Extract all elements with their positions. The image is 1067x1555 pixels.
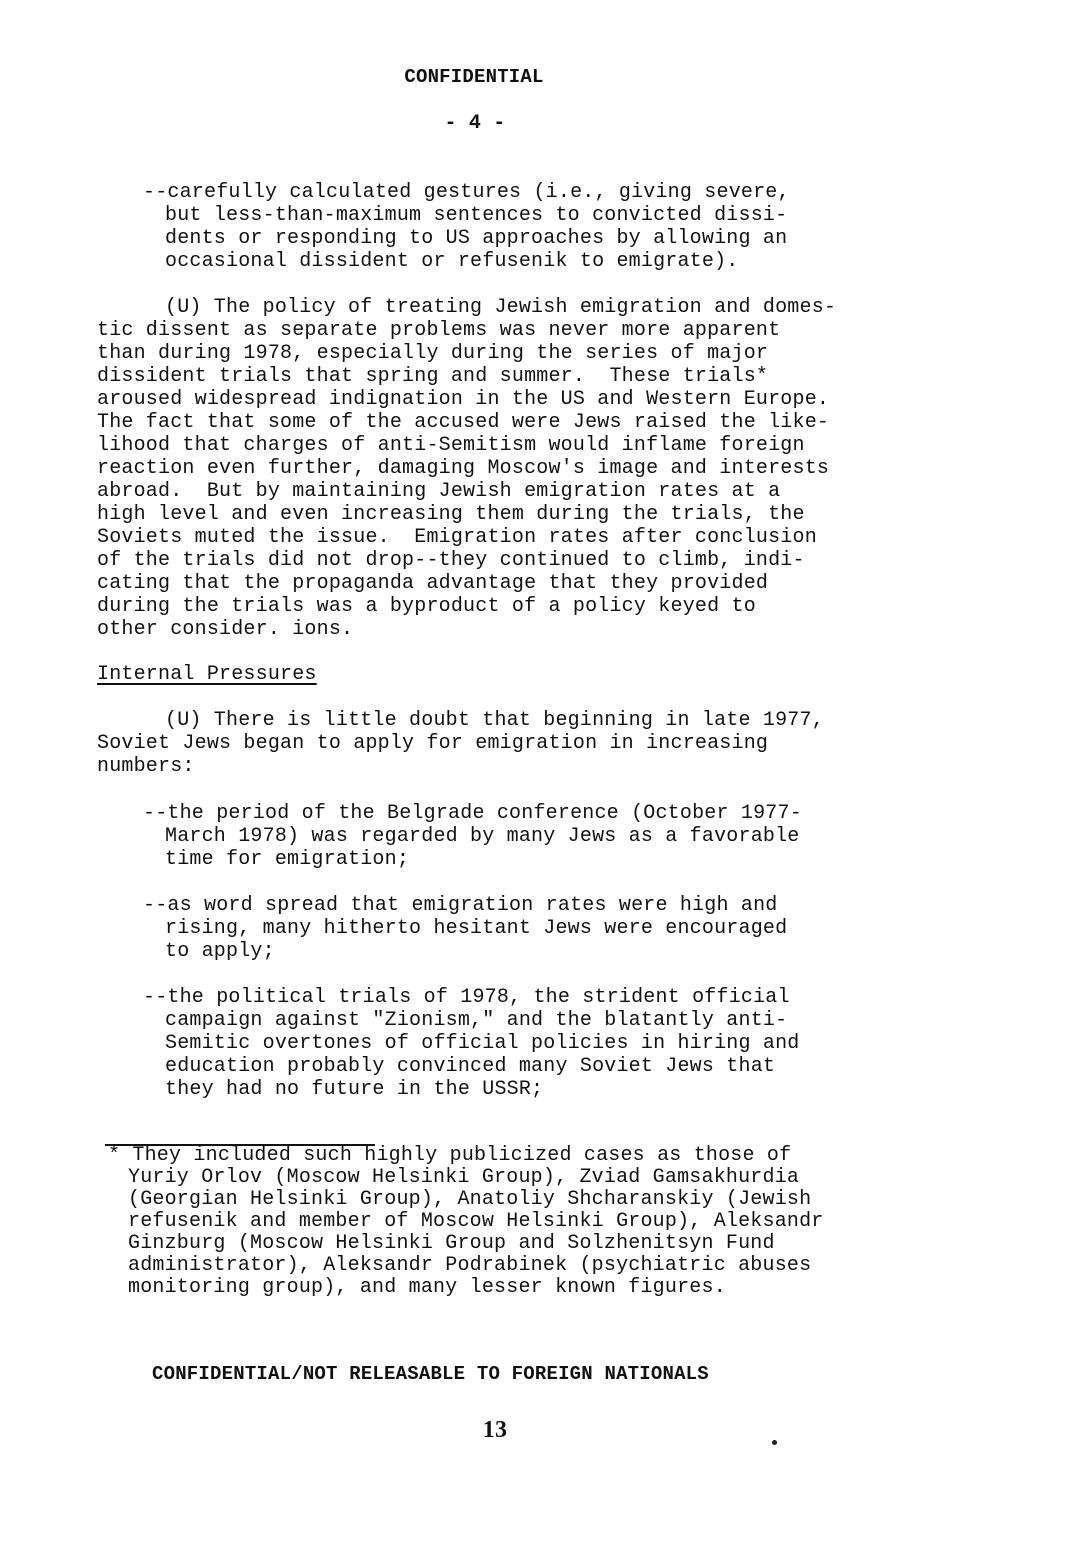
header-classification-marking: CONFIDENTIAL bbox=[404, 66, 544, 88]
footnote-line: * They included such highly publicized cases as those of bbox=[108, 1144, 792, 1167]
bullet-line: time for emigration; bbox=[165, 848, 410, 871]
intro-bullet-line: but less-than-maximum sentences to convicted dissi- bbox=[165, 204, 788, 227]
paragraph-line: abroad. But by maintaining Jewish emigration rates at a bbox=[97, 480, 781, 503]
bullet-line: --as word spread that emigration rates were high and bbox=[143, 894, 778, 917]
footnote-line: refusenik and member of Moscow Helsinki Group), Aleksandr bbox=[128, 1210, 824, 1233]
paragraph-line: (U) There is little doubt that beginning in late 1977, bbox=[165, 709, 824, 732]
bullet-line: education probably convinced many Soviet Jews that bbox=[165, 1055, 776, 1078]
footnote-line: Yuriy Orlov (Moscow Helsinki Group), Zviad Gamsakhurdia bbox=[128, 1166, 800, 1189]
paragraph-line: reaction even further, damaging Moscow's image and interests bbox=[97, 457, 830, 480]
footnote-line: monitoring group), and many lesser known figures. bbox=[128, 1276, 726, 1299]
intro-bullet-line: dents or responding to US approaches by allowing an bbox=[165, 227, 788, 250]
intro-bullet-line: occasional dissident or refusenik to emigrate). bbox=[165, 250, 739, 273]
bullet-line: to apply; bbox=[165, 940, 275, 963]
intro-bullet-line: --carefully calculated gestures (i.e., giving severe, bbox=[143, 181, 790, 204]
paragraph-line: numbers: bbox=[97, 755, 195, 778]
bullet-line: March 1978) was regarded by many Jews as a favorable bbox=[165, 825, 800, 848]
paragraph-line: aroused widespread indignation in the US and Western Europe. bbox=[97, 388, 830, 411]
paragraph-line: of the trials did not drop--they continued to climb, indi- bbox=[97, 549, 805, 572]
paragraph-line: The fact that some of the accused were Jews raised the like- bbox=[97, 411, 830, 434]
bullet-line: --the political trials of 1978, the strident official bbox=[143, 986, 790, 1009]
bullet-line: they had no future in the USSR; bbox=[165, 1078, 544, 1101]
paragraph-line: high level and even increasing them during the trials, the bbox=[97, 503, 805, 526]
page-number: 13 bbox=[482, 1417, 508, 1443]
bullet-line: Semitic overtones of official policies in hiring and bbox=[165, 1032, 800, 1055]
section-heading: Internal Pressures bbox=[97, 663, 317, 686]
scan-speck bbox=[772, 1440, 777, 1445]
footnote-line: Ginzburg (Moscow Helsinki Group and Solzhenitsyn Fund bbox=[128, 1232, 775, 1255]
paragraph-line: other consider. ions. bbox=[97, 618, 354, 641]
paragraph-line: (U) The policy of treating Jewish emigration and domes- bbox=[165, 296, 837, 319]
bullet-line: campaign against "Zionism," and the blatantly anti- bbox=[165, 1009, 788, 1032]
bullet-line: --the period of the Belgrade conference (October 1977- bbox=[143, 802, 802, 825]
footer-classification-marking: CONFIDENTIAL/NOT RELEASABLE TO FOREIGN NATIONALS bbox=[152, 1363, 709, 1385]
paragraph-line: Soviets muted the issue. Emigration rates after conclusion bbox=[97, 526, 817, 549]
paragraph-line: cating that the propaganda advantage that they provided bbox=[97, 572, 769, 595]
paragraph-line: tic dissent as separate problems was never more apparent bbox=[97, 319, 781, 342]
footnote-line: administrator), Aleksandr Podrabinek (psychiatric abuses bbox=[128, 1254, 812, 1277]
paragraph-line: lihood that charges of anti-Semitism would inflame foreign bbox=[97, 434, 805, 457]
bullet-line: rising, many hitherto hesitant Jews were encouraged bbox=[165, 917, 788, 940]
footnote-line: (Georgian Helsinki Group), Anatoliy Shcharanskiy (Jewish bbox=[128, 1188, 812, 1211]
paragraph-line: dissident trials that spring and summer. These trials* bbox=[97, 365, 769, 388]
internal-page-marker: - 4 - bbox=[444, 112, 506, 135]
paragraph-line: than during 1978, especially during the series of major bbox=[97, 342, 769, 365]
paragraph-line: during the trials was a byproduct of a policy keyed to bbox=[97, 595, 756, 618]
paragraph-line: Soviet Jews began to apply for emigration in increasing bbox=[97, 732, 769, 755]
